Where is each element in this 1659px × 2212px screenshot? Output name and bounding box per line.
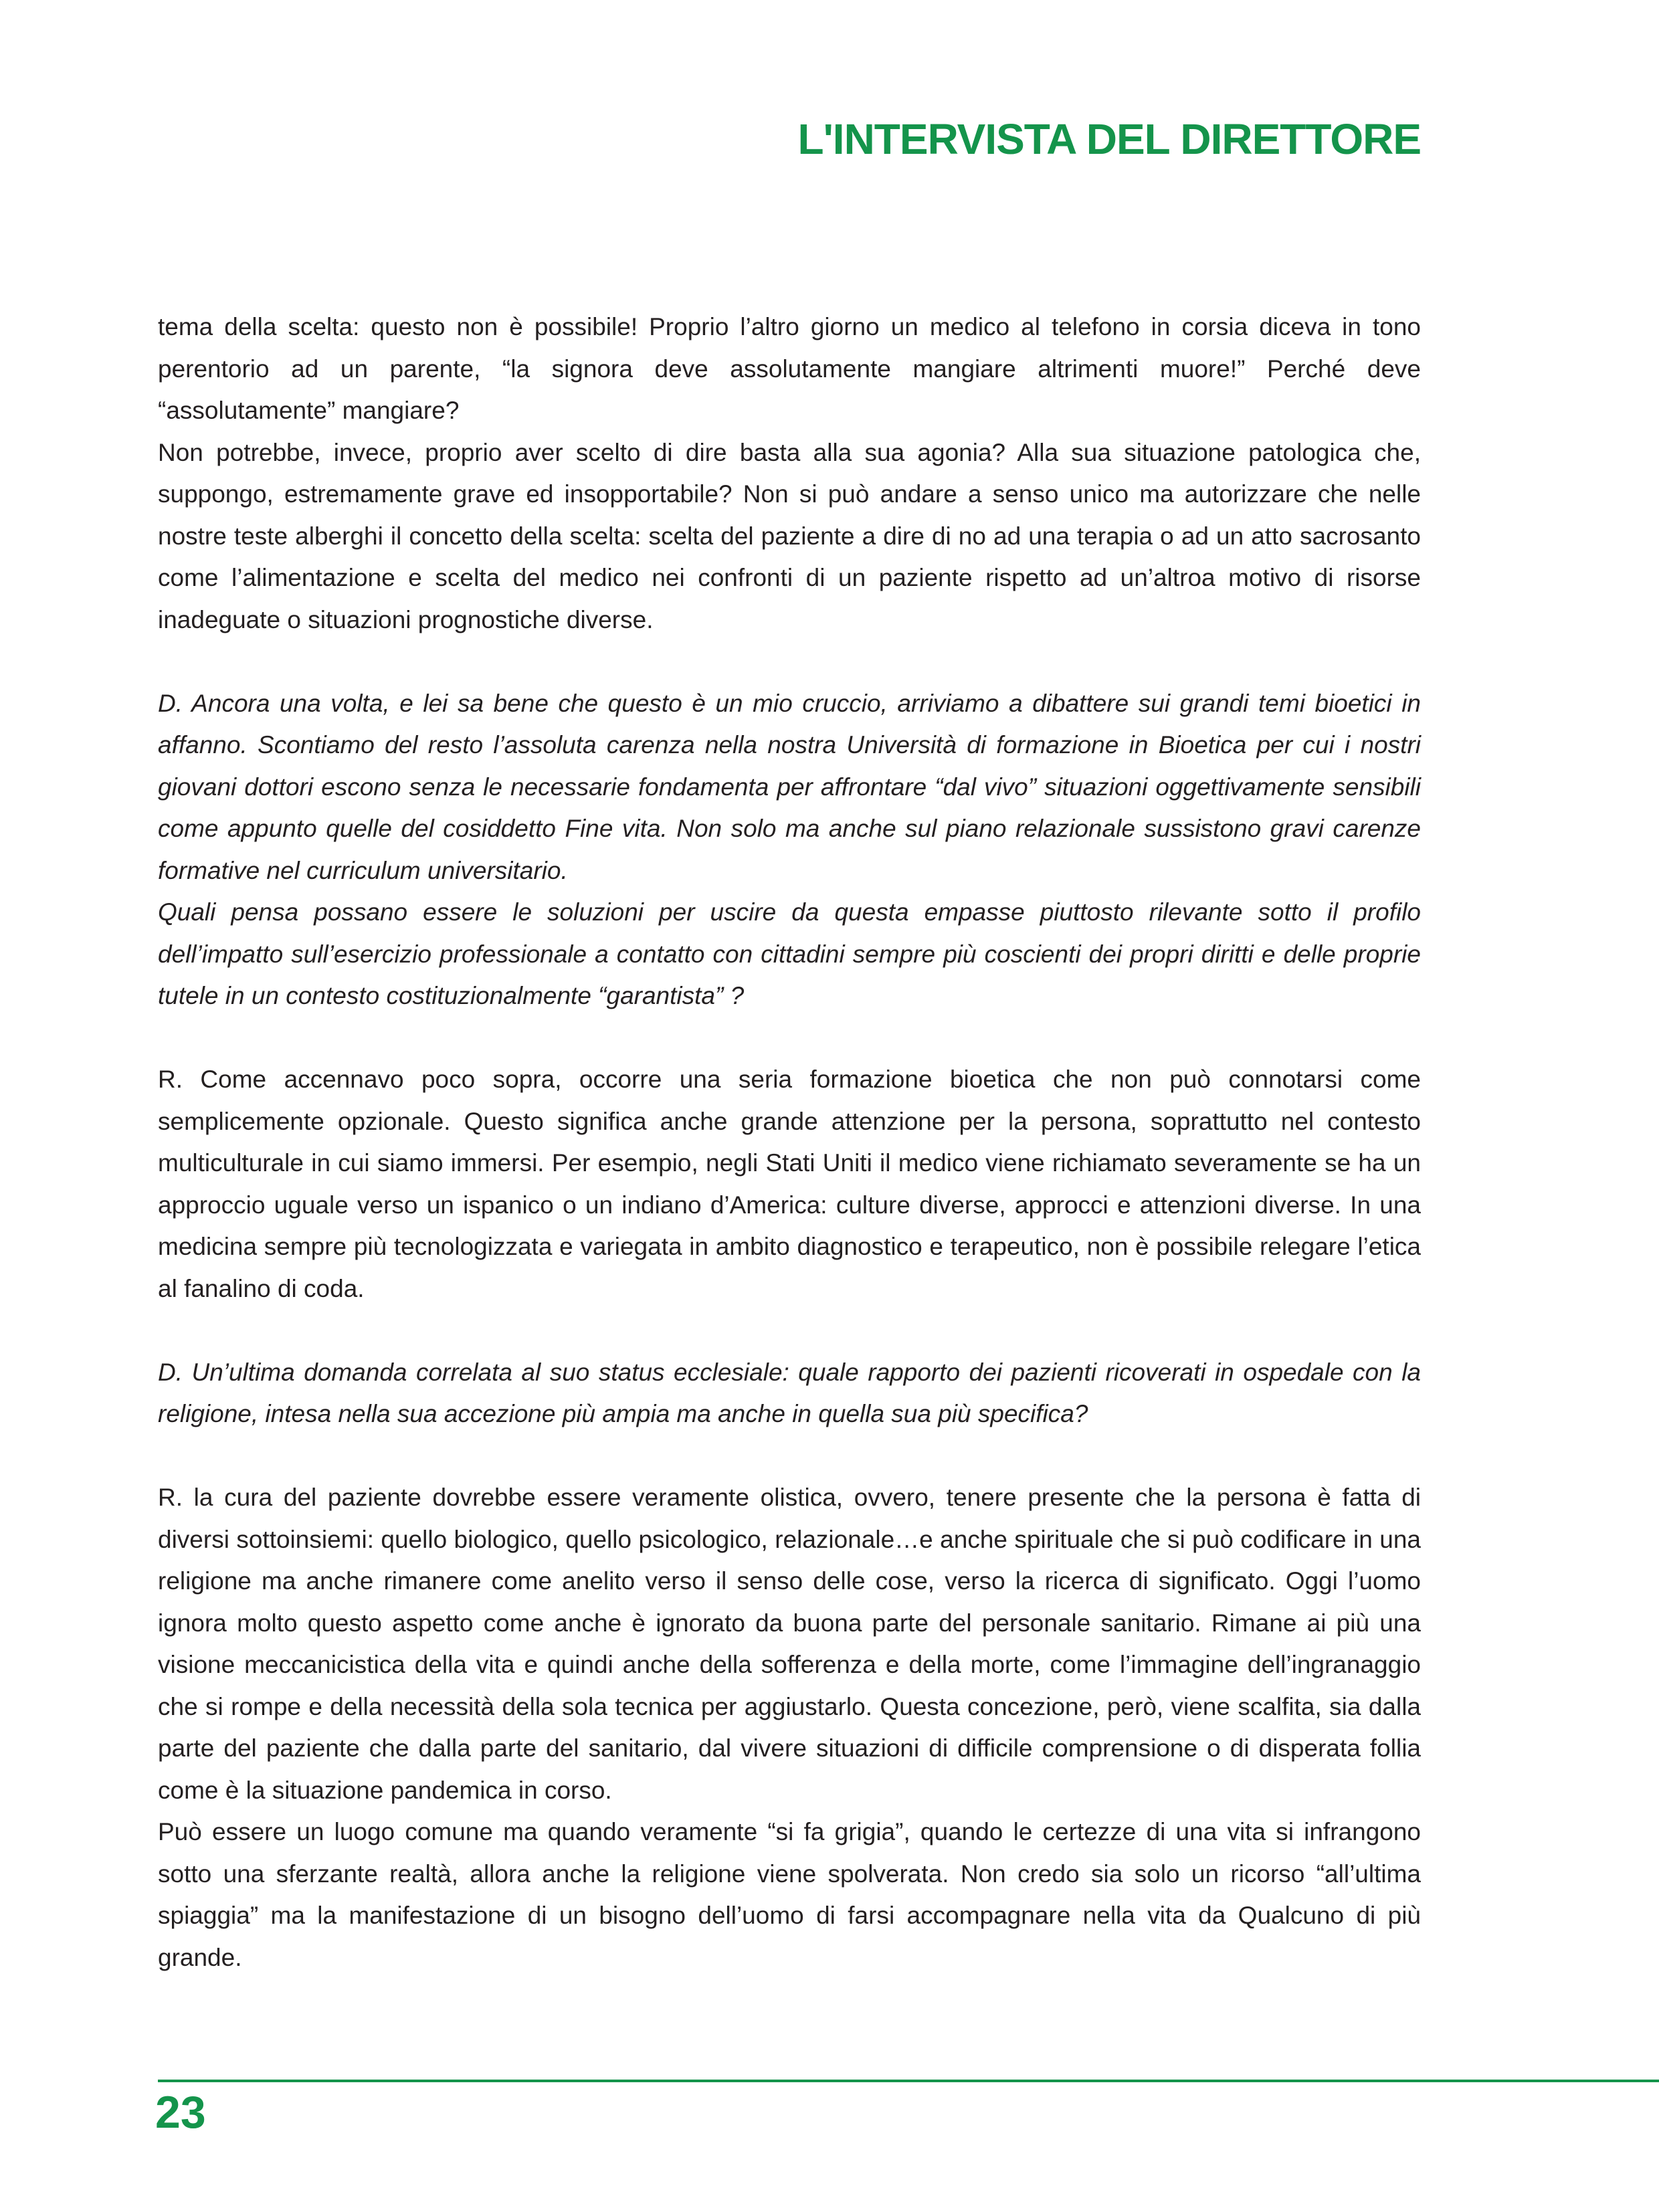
answer-paragraph: R. Come accennavo poco sopra, occorre una seria formazione bioetica che non può connotarsi come semplicemente opzionale. Questo significa anche grande attenzione per la persona, soprattutto nel contesto multiculturale in cui siamo immersi. Per esempio, negli Stati Uniti il medico viene richiamato severamente se ha un approccio uguale verso un ispanico o un indiano d’America: culture diverse, approcci e attenzioni diverse. In una medicina sempre più tecnologizzata e variegata in ambito diagnostico e terapeutico, non è possibile relegare l’etica al fanalino di coda. <box>158 1066 1421 1302</box>
question-paragraph: Quali pensa possano essere le soluzioni per uscire da questa empasse piuttosto rilevante sotto il profilo dell’impatto sull’esercizio professionale a contatto con cittadini sempre più coscienti dei propri diritti e delle proprie tutele in un contesto costituzionalmente “garantista” ? <box>158 898 1421 1009</box>
paragraph-gap <box>158 1310 1421 1352</box>
answer-paragraph: Non potrebbe, invece, proprio aver scelto di dire basta alla sua agonia? Alla sua situazione patologica che, suppongo, estremamente grave ed insopportabile? Non si può andare a senso unico ma autorizzare che nelle nostre teste alberghi il concetto della scelta: scelta del paziente a dire di no ad una terapia o ad un atto sacrosanto come l’alimentazione e scelta del medico nei confronti di un paziente rispetto ad un’altroa motivo di risorse inadeguate o situazioni prognostiche diverse. <box>158 438 1421 633</box>
paragraph-gap <box>158 1435 1421 1478</box>
answer-paragraph: Può essere un luogo comune ma quando veramente “si fa grigia”, quando le certezze di una vita si infrangono sotto una sferzante realtà, allora anche la religione viene spolverata. Non credo sia solo un ricorso “all’ultima spiaggia” ma la manifestazione di un bisogno dell’uomo di farsi accompagnare nella vita da Qualcuno di più grande. <box>158 1818 1421 1971</box>
page-number: 23 <box>155 2087 206 2138</box>
article-body <box>158 306 1421 1979</box>
footer-rule <box>158 2080 1659 2082</box>
paragraph-gap <box>158 641 1421 683</box>
question-paragraph: D. Ancora una volta, e lei sa bene che questo è un mio cruccio, arriviamo a dibattere sui grandi temi bioetici in affanno. Scontiamo del resto l’assoluta carenza nella nostra Università di formazione in Bioetica per cui i nostri giovani dottori escono senza le necessarie fondamenta per affrontare “dal vivo” situazioni oggettivamente sensibili come appunto quelle del cosiddetto Fine vita. Non solo ma anche sul piano relazionale sussistono gravi carenze formative nel curriculum universitario. <box>158 689 1421 884</box>
question-paragraph: D. Un’ultima domanda correlata al suo status ecclesiale: quale rapporto dei pazienti ricoverati in ospedale con la religione, intesa nella sua accezione più ampia ma anche in quella sua più specifica? <box>158 1358 1421 1427</box>
section-title: L'INTERVISTA DEL DIRETTORE <box>797 115 1421 163</box>
paragraph-gap <box>158 1017 1421 1060</box>
answer-continuation-paragraph: tema della scelta: questo non è possibile! Proprio l’altro giorno un medico al telefono in corsia diceva in tono perentorio ad un parente, “la signora deve assolutamente mangiare altrimenti muore!” Perché deve “assolutamente” mangiare? <box>158 313 1421 424</box>
answer-paragraph: R. la cura del paziente dovrebbe essere veramente olistica, ovvero, tenere presente che la persona è fatta di diversi sottoinsiemi: quello biologico, quello psicologico, relazionale…e anche spirituale che si può codificare in una religione ma anche rimanere come anelito verso il senso delle cose, verso la ricerca di significato. Oggi l’uomo ignora molto questo aspetto come anche è ignorato da buona parte del personale sanitario. Rimane ai più una visione meccanicistica della vita e quindi anche della sofferenza e della morte, come l’immagine dell’ingranaggio che si rompe e della necessità della sola tecnica per aggiustarlo. Questa concezione, però, viene scalfita, sia dalla parte del paziente che dalla parte del sanitario, dal vivere situazioni di difficile comprensione o di disperata follia come è la situazione pandemica in corso. <box>158 1484 1421 1804</box>
